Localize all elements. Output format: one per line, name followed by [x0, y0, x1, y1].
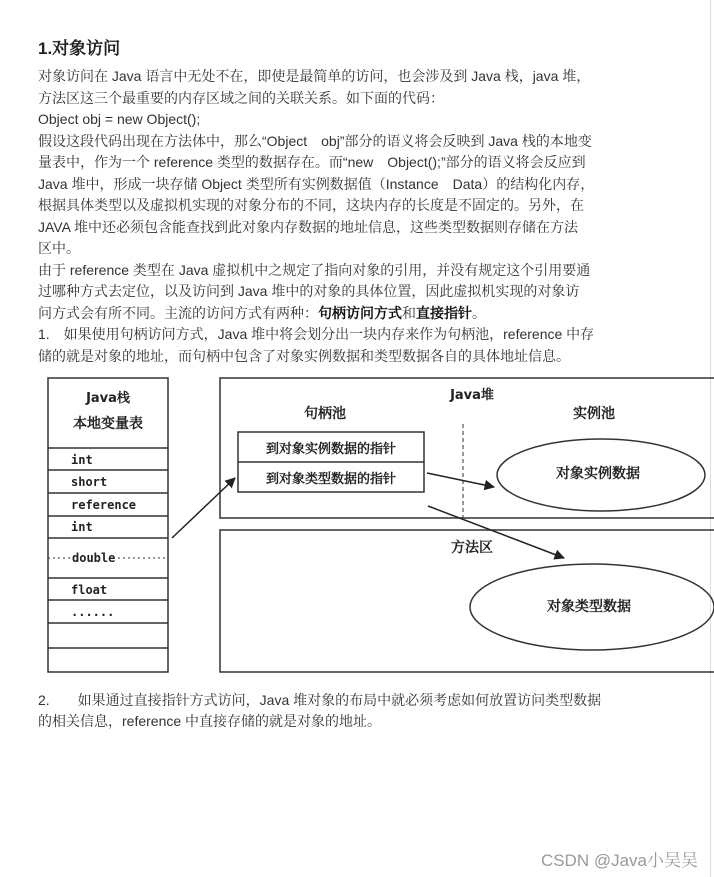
- paragraph-line: 2. 如果通过直接指针方式访问，Java 堆对象的布局中就必须考虑如何放置访问类型数据: [38, 692, 602, 708]
- paragraph-line: 根据具体类型以及虚拟机实现的对象分布的不同，这块内存的长度是不固定的。另外，在: [38, 197, 584, 213]
- text: 和: [402, 305, 416, 321]
- paragraph-line: 区中。: [38, 240, 80, 256]
- text: 问方式会有所不同。主流的访问方式有两种：: [38, 305, 318, 321]
- paragraph-line: 方法区这三个最重要的内存区域之间的关联关系。如下面的代码：: [38, 90, 444, 106]
- type-pointer-arrow: [428, 506, 564, 558]
- reference-arrow: [172, 478, 235, 538]
- handle-type-pointer: 到对象类型数据的指针: [265, 472, 397, 487]
- handle-pool-label: 句柄池: [304, 406, 346, 422]
- handle-instance-pointer: 到对象实例数据的指针: [265, 442, 397, 457]
- instance-data-label: 对象实例数据: [556, 466, 640, 482]
- paragraph-line: 1. 如果使用句柄访问方式，Java 堆中将会划分出一块内存来作为句柄池，reference 中存: [38, 326, 595, 342]
- paragraph-line: 对象访问在 Java 语言中无处不在，即使是最简单的访问，也会涉及到 Java 栈，java 堆，: [38, 68, 591, 84]
- stack-subtitle: 本地变量表: [73, 416, 143, 432]
- method-area-label: 方法区: [451, 540, 493, 556]
- stack-row: double: [72, 551, 116, 565]
- paragraph-line: 假设这段代码出现在方法体中，那么“Object obj”部分的语义将会反映到 Java 栈的本地变: [38, 133, 592, 149]
- section-title: 1.对象访问: [38, 39, 121, 58]
- stack-row: short: [71, 475, 108, 489]
- code-line: Object obj = new Object();: [38, 111, 201, 127]
- stack-row: int: [71, 520, 93, 534]
- stack-row: float: [71, 583, 108, 597]
- instance-pool-label: 实例池: [573, 406, 615, 422]
- paragraph-line: 由于 reference 类型在 Java 虚拟机中之规定了指向对象的引用，并没有规定这个引用要通: [38, 262, 591, 278]
- stack-row: reference: [71, 498, 137, 512]
- paragraph-line: Java 堆中，形成一块存储 Object 类型所有实例数据值（Instance Data）的结构化内存，: [38, 176, 595, 192]
- text: 。: [472, 305, 486, 321]
- bold-term: 句柄访问方式: [318, 305, 402, 321]
- stack-row: ......: [71, 605, 115, 619]
- stack-row: int: [71, 453, 93, 467]
- heap-label: Java堆: [450, 388, 494, 403]
- paragraph-line: JAVA 堆中还必须包含能查找到此对象内存数据的地址信息，这些类型数据则存储在方法: [38, 219, 579, 235]
- paragraph-line: 量表中，作为一个 reference 类型的数据存在。而“new Object();”部分的语义将会反应到: [38, 154, 586, 170]
- bold-term: 直接指针: [416, 305, 472, 321]
- stack-title: Java栈: [86, 391, 130, 406]
- paragraph-line: 储的就是对象的地址，而句柄中包含了对象实例数据和类型数据各自的具体地址信息。: [38, 348, 570, 364]
- csdn-watermark: CSDN @Java小吴吴: [540, 851, 698, 870]
- instance-pointer-arrow: [427, 473, 494, 487]
- paragraph-line: 的相关信息，reference 中直接存储的就是对象的地址。: [38, 713, 382, 729]
- paragraph-line: 过哪种方式去定位，以及访问到 Java 堆中的对象的具体位置，因此虚拟机实现的对象访: [38, 283, 580, 299]
- type-data-label: 对象类型数据: [547, 599, 631, 615]
